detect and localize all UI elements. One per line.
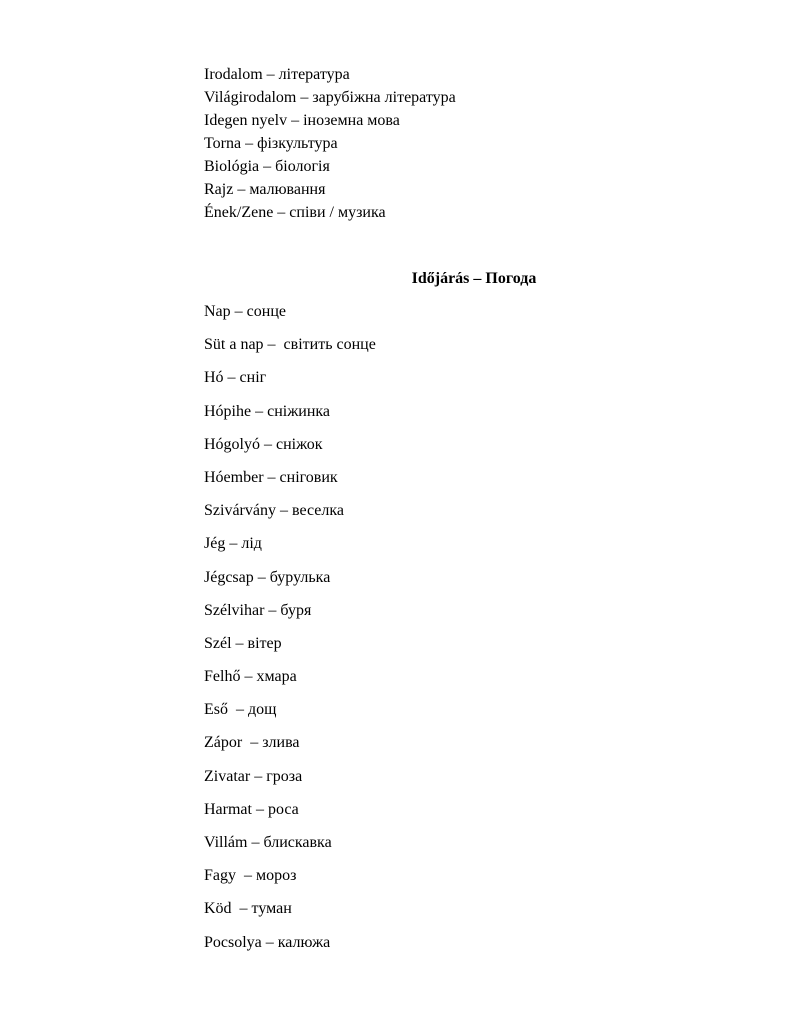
list-item: Hópihe – сніжинка <box>204 402 331 420</box>
list-item: Szél – вітер <box>204 634 282 652</box>
section-heading-weather <box>0 268 748 289</box>
list-item: Biológia – біологія <box>204 158 330 175</box>
list-item: Harmat – роса <box>204 800 299 818</box>
list-item: Hóember – сніговик <box>204 468 338 486</box>
list-item: Süt a nap – світить сонце <box>204 336 376 354</box>
weather-vocabulary-list <box>204 301 376 965</box>
list-item: Idegen nyelv – іноземна мова <box>204 112 400 129</box>
list-item: Szélvihar – буря <box>204 601 312 619</box>
list-item: Rajz – малювання <box>204 181 326 198</box>
list-item: Irodalom – література <box>204 66 350 83</box>
list-item: Fagy – мороз <box>204 867 297 885</box>
list-item: Világirodalom – зарубіжна література <box>204 89 456 106</box>
school-subjects-list <box>204 64 456 225</box>
list-item: Hó – сніг <box>204 369 267 387</box>
section-heading-text: Időjárás – Погода <box>411 270 537 287</box>
list-item: Zivatar – гроза <box>204 767 303 785</box>
list-item: Szivárvány – веселка <box>204 502 344 520</box>
list-item: Nap – сонце <box>204 303 286 320</box>
list-item: Zápor – злива <box>204 734 300 752</box>
list-item: Ének/Zene – співи / музика <box>204 204 386 221</box>
list-item: Felhő – хмара <box>204 668 297 686</box>
list-item: Jég – лід <box>204 535 262 553</box>
list-item: Jégcsap – бурулька <box>204 568 331 586</box>
list-item: Torna – фізкультура <box>204 135 338 152</box>
list-item: Köd – туман <box>204 900 292 918</box>
list-item: Pocsolya – калюжа <box>204 933 331 951</box>
list-item: Hógolyó – сніжок <box>204 435 323 453</box>
list-item: Villám – блискавка <box>204 834 332 851</box>
list-item: Eső – дощ <box>204 701 277 719</box>
